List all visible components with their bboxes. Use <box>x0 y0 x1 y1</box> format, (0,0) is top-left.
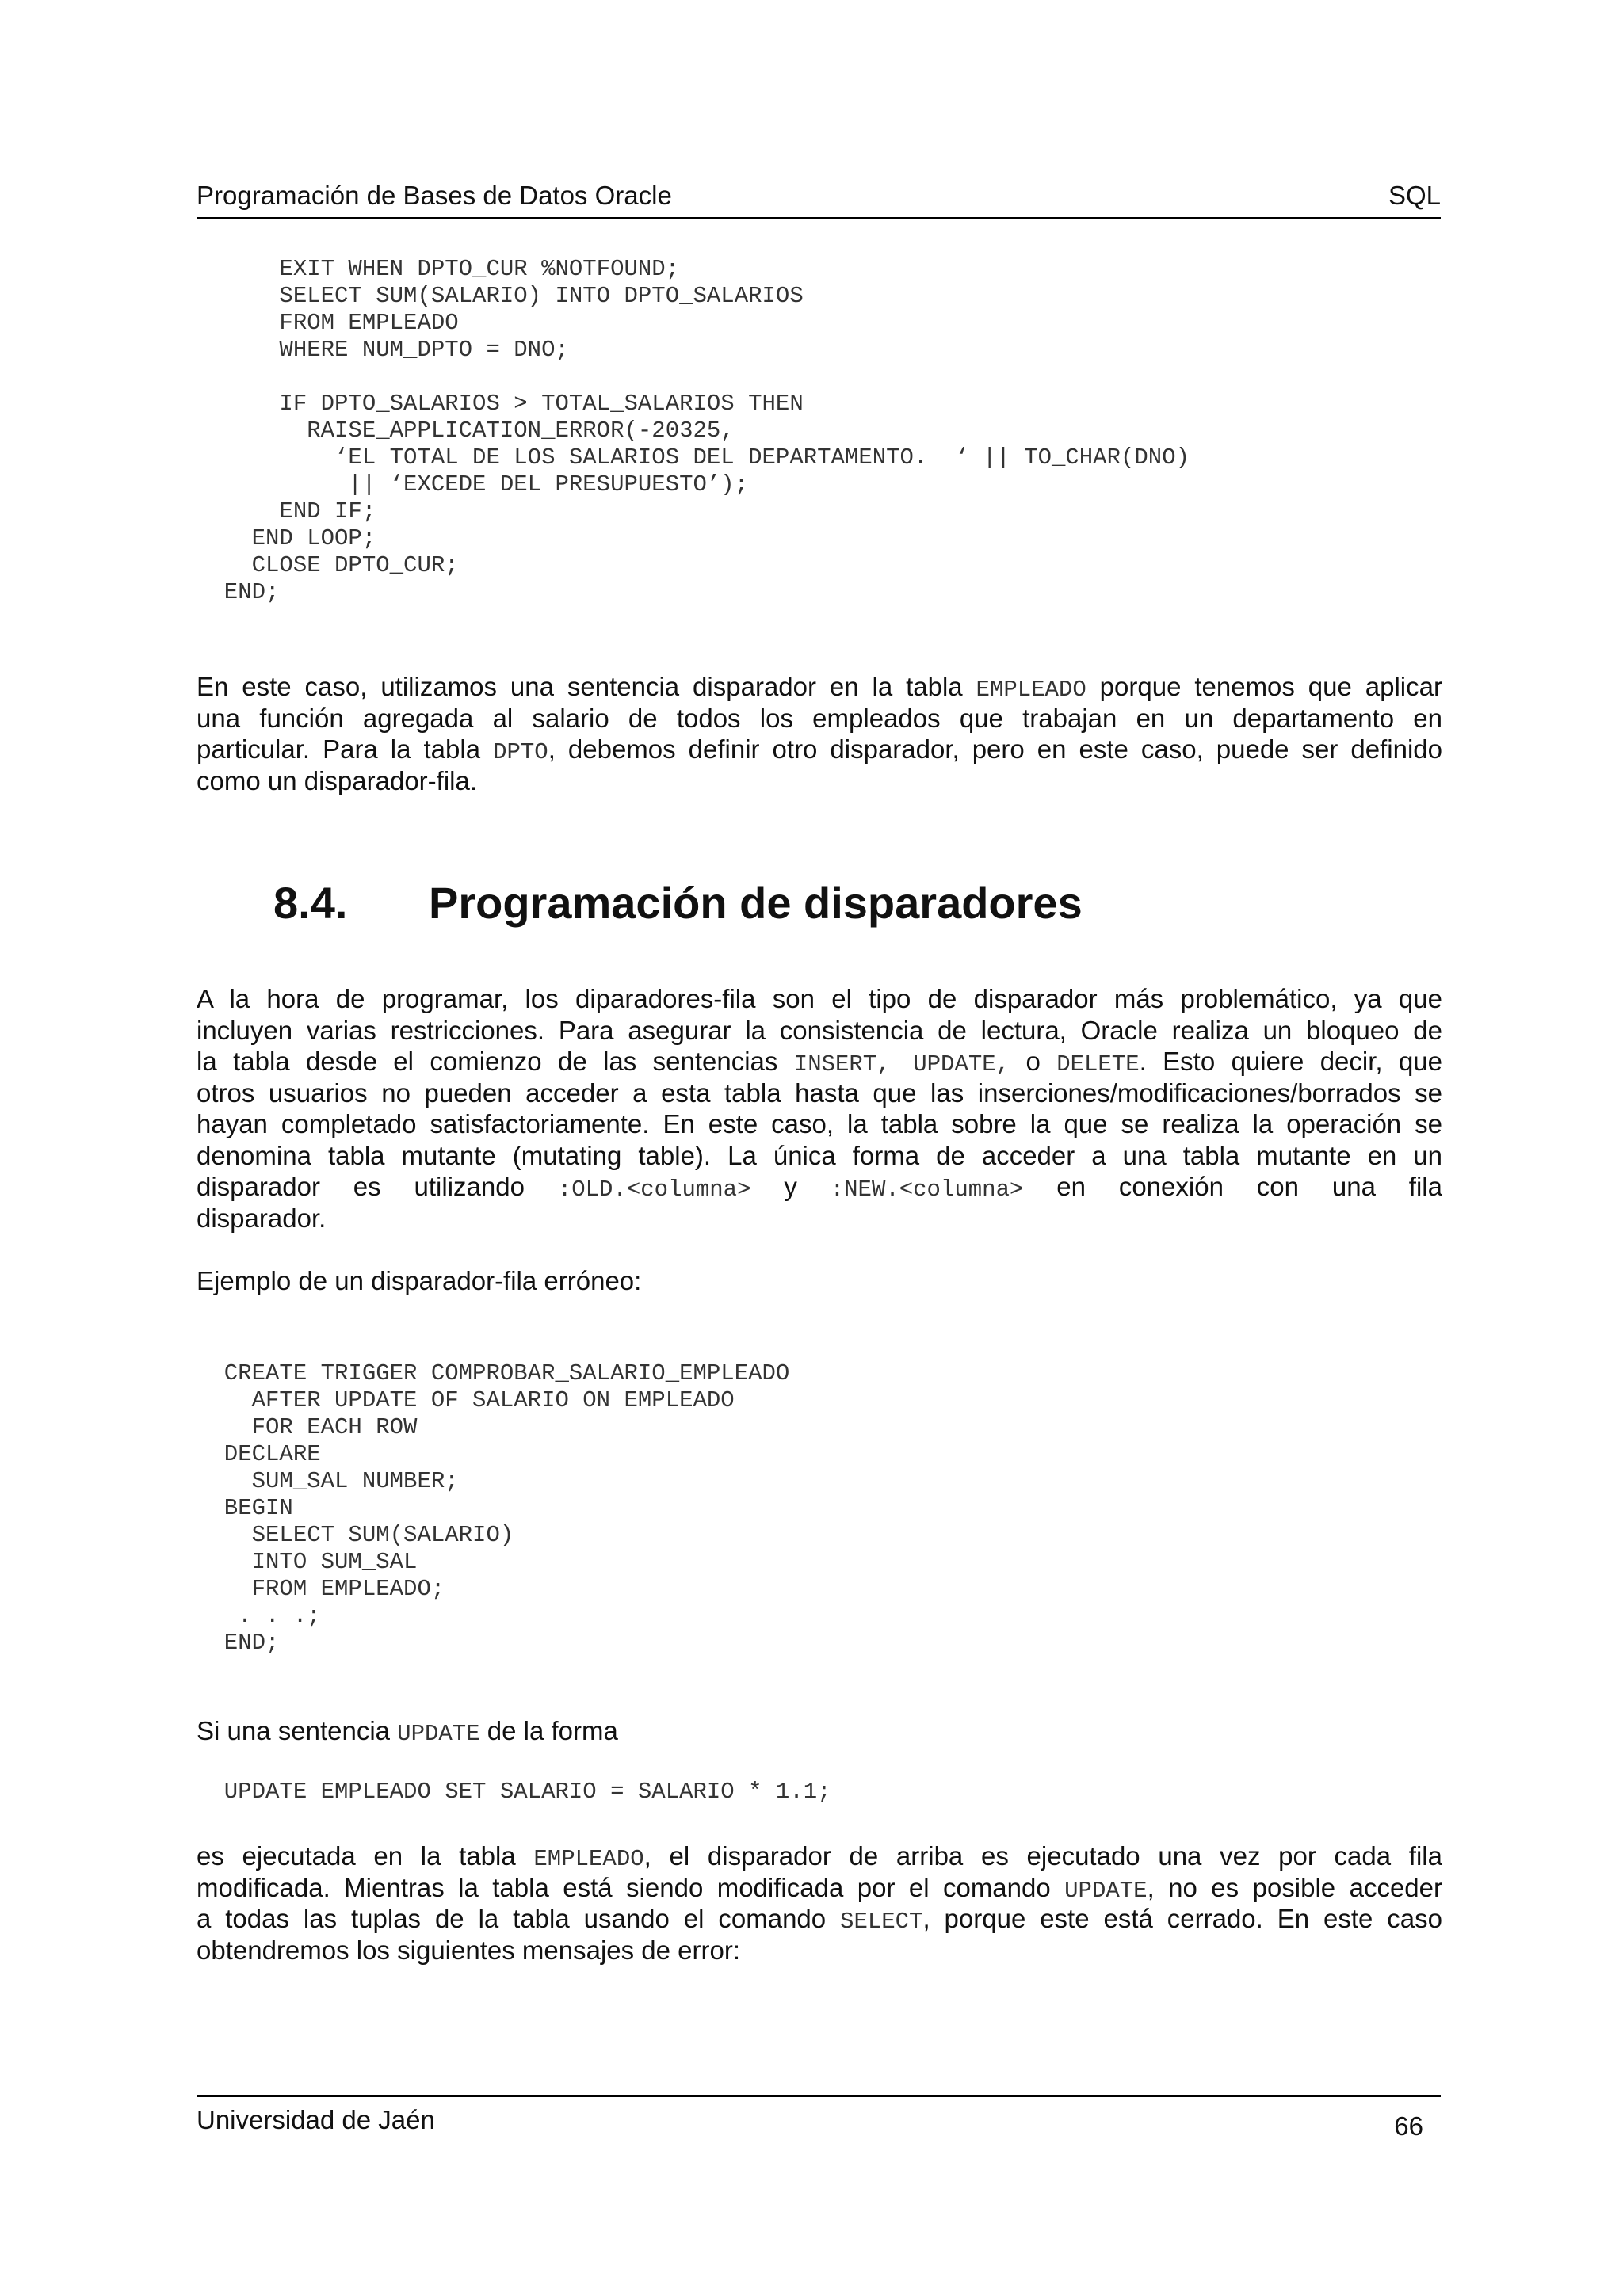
code-line: CREATE TRIGGER COMPROBAR_SALARIO_EMPLEADO <box>197 1360 790 1386</box>
inline-code: EMPLEADO <box>976 677 1086 703</box>
paragraph-line <box>197 1872 1442 1904</box>
code-line: SELECT SUM(SALARIO) INTO DPTO_SALARIOS <box>197 283 804 309</box>
text-run: modificada. Mientras la tabla está siendo modificada por el comando <box>197 1872 1065 1902</box>
page-footer <box>197 2095 1441 2141</box>
code-line: EXIT WHEN DPTO_CUR %NOTFOUND; <box>197 256 680 282</box>
paragraph-line: otros usuarios no pueden acceder a esta tabla hasta que las inserciones/modificaciones/borrados se <box>197 1077 1442 1108</box>
paragraph-line <box>197 671 1442 703</box>
code-line: END; <box>197 1630 280 1656</box>
text-run: en conexión con una fila <box>1023 1172 1442 1201</box>
footer-institution: Universidad de Jaén <box>197 2105 435 2134</box>
text-run: o <box>1010 1047 1057 1076</box>
text-run: , porque este está cerrado. En este caso <box>922 1904 1442 1933</box>
inline-code: :OLD.<columna> <box>557 1177 751 1203</box>
text-run: es ejecutada en la tabla <box>197 1841 534 1871</box>
code-line: END IF; <box>197 498 376 524</box>
paragraph-line <box>197 1840 1442 1872</box>
code-block-cursor-loop <box>197 256 1190 606</box>
paragraph-line <box>197 1903 1442 1935</box>
code-line: || ‘EXCEDE DEL PRESUPUESTO’); <box>197 471 749 498</box>
paragraph-line: hayan completado satisfactoriamente. En este caso, la tabla sobre la que se realiza la operación se <box>197 1109 1442 1138</box>
text-run: En este caso, utilizamos una sentencia disparador en la tabla <box>197 672 976 701</box>
paragraph-line: Ejemplo de un disparador-fila erróneo: <box>197 1266 642 1295</box>
inline-code: DPTO <box>493 739 548 765</box>
paragraph-explanation <box>197 671 1442 796</box>
text-run: de la forma <box>487 1716 618 1745</box>
text-run: , debemos definir otro disparador, pero en este caso, puede ser definido <box>548 734 1442 764</box>
text-run: particular. Para la tabla <box>197 734 494 764</box>
paragraph-line: disparador. <box>197 1203 327 1233</box>
paragraph-line: A la hora de programar, los diparadores-fila son el tipo de disparador más problemático, ya que <box>197 984 1442 1013</box>
text-run: disparador es utilizando <box>197 1172 558 1201</box>
inline-code: DELETE <box>1056 1051 1140 1077</box>
header-section: SQL <box>1388 181 1441 210</box>
paragraph-line: incluyen varias restricciones. Para asegurar la consistencia de lectura, Oracle realiza un bloqueo de <box>197 1015 1442 1045</box>
code-line: CLOSE DPTO_CUR; <box>197 552 459 578</box>
code-block-update <box>197 1779 831 1806</box>
text-run: , el disparador de arriba es ejecutado una vez por cada fila <box>643 1841 1442 1871</box>
code-line: WHERE NUM_DPTO = DNO; <box>197 337 569 363</box>
code-line: FOR EACH ROW <box>197 1414 418 1440</box>
header-title: Programación de Bases de Datos Oracle <box>197 181 672 210</box>
footer-page-number: 66 <box>1394 2111 1423 2141</box>
code-line: INTO SUM_SAL <box>197 1549 418 1575</box>
section-number: 8.4. <box>273 878 348 928</box>
example-label <box>197 1265 1442 1297</box>
text-run: Si una sentencia <box>197 1716 398 1745</box>
code-line: END LOOP; <box>197 525 376 551</box>
section-heading <box>273 877 1083 929</box>
code-line: FROM EMPLEADO; <box>197 1576 445 1602</box>
inline-code: UPDATE <box>1064 1877 1148 1904</box>
code-line: SELECT SUM(SALARIO) <box>197 1522 514 1548</box>
code-line: IF DPTO_SALARIOS > TOTAL_SALARIOS THEN <box>197 391 804 417</box>
code-line: . . .; <box>197 1603 321 1629</box>
inline-code: EMPLEADO <box>533 1846 644 1872</box>
code-line: DECLARE <box>197 1441 321 1467</box>
code-block-trigger <box>197 1360 789 1657</box>
paragraph-line: como un disparador-fila. <box>197 765 478 795</box>
paragraph-line <box>197 1046 1442 1077</box>
paragraph-line: denomina tabla mutante (mutating table). La única forma de acceder a una tabla mutante en un <box>197 1140 1442 1170</box>
code-line: SUM_SAL NUMBER; <box>197 1468 459 1494</box>
paragraph-update-explanation <box>197 1840 1442 1966</box>
text-run: a todas las tuplas de la tabla usando el comando <box>197 1904 841 1933</box>
inline-code: INSERT, UPDATE, <box>793 1051 1010 1077</box>
text-run: , no es posible acceder <box>1147 1872 1442 1902</box>
inline-code: :NEW.<columna> <box>830 1177 1024 1203</box>
text-run: la tabla desde el comienzo de las sentencias <box>197 1047 794 1076</box>
paragraph-line <box>197 1715 1442 1747</box>
code-line: AFTER UPDATE OF SALARIO ON EMPLEADO <box>197 1387 735 1413</box>
paragraph-line: obtendremos los siguientes mensajes de error: <box>197 1935 741 1965</box>
text-run: porque tenemos que aplicar <box>1086 672 1442 701</box>
paragraph-update-intro <box>197 1715 1442 1747</box>
inline-code: UPDATE <box>397 1721 480 1747</box>
section-title: Programación de disparadores <box>429 878 1083 928</box>
code-line <box>197 364 1190 391</box>
paragraph-line: una función agregada al salario de todos los empleados que trabajan en un departamento en <box>197 703 1442 733</box>
code-line: END; <box>197 579 280 605</box>
code-line: RAISE_APPLICATION_ERROR(-20325, <box>197 418 735 444</box>
text-run: . Esto quiere decir, que <box>1139 1047 1443 1076</box>
paragraph-line <box>197 734 1442 765</box>
code-line: BEGIN <box>197 1495 293 1521</box>
paragraph-mutating-tables <box>197 983 1442 1234</box>
code-line: ‘EL TOTAL DE LOS SALARIOS DEL DEPARTAMENTO. ‘ || TO_CHAR(DNO) <box>197 444 1190 471</box>
inline-code: SELECT <box>840 1909 923 1935</box>
paragraph-line <box>197 1171 1442 1203</box>
code-line: UPDATE EMPLEADO SET SALARIO = SALARIO * 1.1; <box>197 1779 831 1805</box>
text-run: y <box>750 1172 831 1201</box>
code-line: FROM EMPLEADO <box>197 310 459 336</box>
page-header <box>197 176 1441 219</box>
